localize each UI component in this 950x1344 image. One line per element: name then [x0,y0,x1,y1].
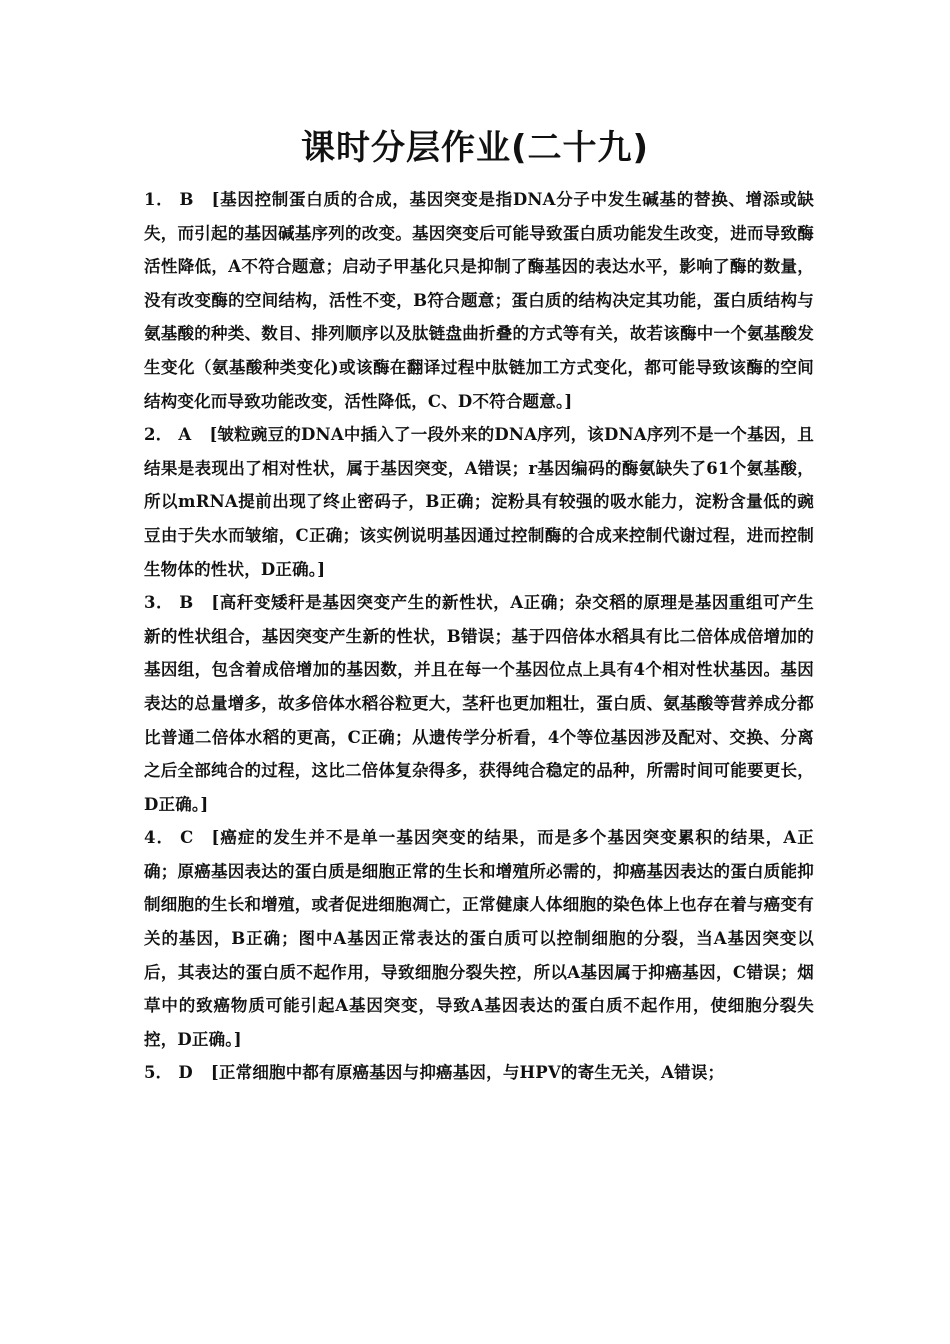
answer-explanation: [皱粒豌豆的DNA中插入了一段外来的DNA序列，该DNA序列不是一个基因，且结果是表现出了相对性状，属于基因突变，A错误；r基因编码的酶氨缺失了61个氨基酸，所以mRNA提前出现了终止密码子，B正确；淀粉具有较强的吸水能力，淀粉含量低的豌豆由于失水而皱缩，C正确；该实例说明基因通过控制酶的合成来控制代谢过程，进而控制生物体的性状，D正确。] [144,425,814,579]
answer-item-4 [144,821,814,1056]
answer-choice: B [179,190,194,209]
answer-number: 2． [144,425,173,445]
answer-choice: D [178,1063,193,1083]
answer-choice: B [179,593,194,613]
answer-number: 5． [144,1063,173,1083]
answer-number: 1． [144,190,174,209]
page-title: 课时分层作业(二十九) [300,128,650,168]
answer-choice: A [178,425,192,445]
answer-explanation: [高秆变矮秆是基因突变产生的新性状，A正确；杂交稻的原理是基因重组可产生新的性状组合，基因突变产生新的性状，B错误；基于四倍体水稻具有比二倍体成倍增加的基因组，包含着成倍增加的基因数，并且在每一个基因位点上具有4个相对性状基因。基因表达的总量增多，故多倍体水稻谷粒更大，茎秆也更加粗壮，蛋白质、氨基酸等营养成分都比普通二倍体水稻的更高，C正确；从遗传学分析看，4个等位基因涉及配对、交换、分离之后全部纯合的过程，这比二倍体复杂得多，获得纯合稳定的品种，所需时间可能要更长，D正确。] [144,593,815,814]
answer-item-3 [144,586,814,821]
answer-number: 4． [144,828,175,848]
answer-explanation: [正常细胞中都有原癌基因与抑癌基因，与HPV的寄生无关，A错误； [210,1063,725,1083]
answer-item-1 [144,183,814,418]
answer-number: 3． [144,593,174,613]
answer-choice: C [180,828,194,848]
answer-list [144,183,814,1090]
answer-explanation: [癌症的发生并不是单一基因突变的结果，而是多个基因突变累积的结果，A正确；原癌基因表达的蛋白质是细胞正常的生长和增殖所必需的，抑癌基因表达的蛋白质能抑制细胞的生长和增殖，或者促进细胞凋亡，正常健康人体细胞的染色体上也存在着与癌变有关的基因，B正确；图中A基因正常表达的蛋白质可以控制细胞的分裂，当A基因突变以后，其表达的蛋白质不起作用，导致细胞分裂失控，所以A基因属于抑癌基因，C错误；烟草中的致癌物质可能引起A基因突变，导致A基因表达的蛋白质不起作用，使细胞分裂失控，D正确。] [144,828,814,1049]
answer-item-2 [144,418,814,586]
answer-explanation: [基因控制蛋白质的合成，基因突变是指DNA分子中发生碱基的替换、增添或缺失，而引起的基因碱基序列的改变。基因突变后可能导致蛋白质功能发生改变，进而导致酶活性降低，A不符合题意；启动子甲基化只是抑制了酶基因的表达水平，影响了酶的数量，没有改变酶的空间结构，活性不变，B符合题意；蛋白质的结构决定其功能，蛋白质结构与氨基酸的种类、数目、排列顺序以及肽链盘曲折叠的方式等有关，故若该酶中一个氨基酸发生变化（氨基酸种类变化)或该酶在翻译过程中肽链加工方式变化，都可能导致该酶的空间结构变化而导致功能改变，活性降低，C、D不符合题意。] [144,190,815,411]
answer-item-5 [144,1056,814,1090]
